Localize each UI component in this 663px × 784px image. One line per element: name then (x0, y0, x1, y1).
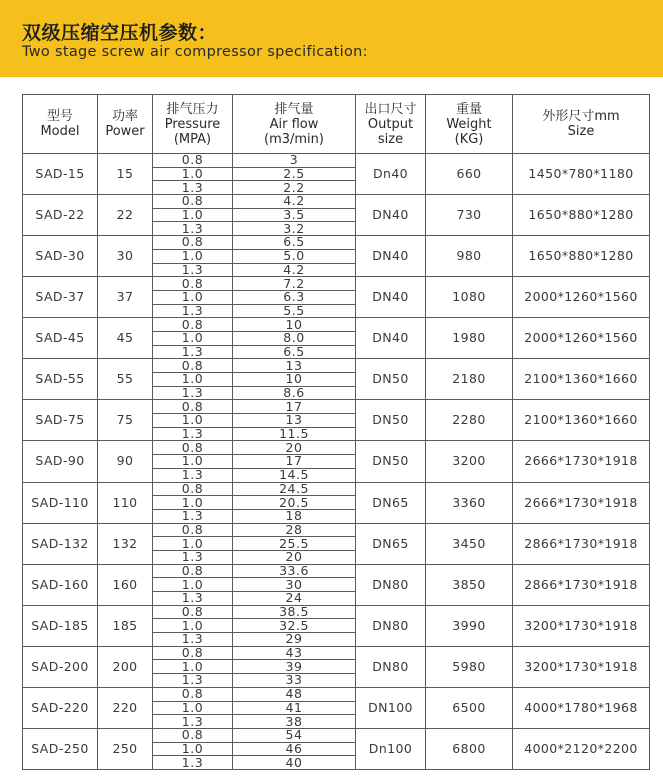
airflow-cell: 20 (233, 550, 356, 564)
pressure-cell: 1.0 (153, 455, 233, 469)
airflow-cell: 54 (233, 728, 356, 742)
table-row (23, 646, 650, 660)
spec-table-container (22, 94, 650, 770)
airflow-cell: 17 (233, 455, 356, 469)
pressure-cell: 1.3 (153, 550, 233, 564)
pressure-cell: 0.8 (153, 359, 233, 373)
pressure-cell: 1.0 (153, 701, 233, 715)
table-row (23, 277, 650, 291)
airflow-cell: 6.5 (233, 345, 356, 359)
header-outlet-en: Output (367, 116, 414, 132)
pressure-cell: 1.0 (153, 619, 233, 633)
airflow-cell: 39 (233, 660, 356, 674)
model-cell: SAD-132 (23, 523, 98, 564)
model-cell: SAD-15 (23, 154, 98, 195)
pressure-cell: 1.3 (153, 756, 233, 770)
airflow-cell: 20.5 (233, 496, 356, 510)
pressure-cell: 1.0 (153, 660, 233, 674)
header-pressure-en: Pressure (164, 116, 221, 132)
model-cell: SAD-200 (23, 646, 98, 687)
pressure-cell: 0.8 (153, 277, 233, 291)
airflow-cell: 2.2 (233, 181, 356, 195)
airflow-cell: 25.5 (233, 537, 356, 551)
weight-cell: 1980 (426, 318, 513, 359)
pressure-cell: 1.3 (153, 674, 233, 688)
airflow-cell: 46 (233, 742, 356, 756)
header-size-zh: 外形尺寸mm (542, 109, 620, 124)
outlet-size-cell: DN40 (356, 318, 426, 359)
pressure-cell: 1.0 (153, 249, 233, 263)
header-pressure-zh: 排气压力 (166, 101, 219, 117)
airflow-cell: 43 (233, 646, 356, 660)
pressure-cell: 1.0 (153, 414, 233, 428)
outlet-size-cell: DN50 (356, 359, 426, 400)
airflow-cell: 18 (233, 509, 356, 523)
pressure-cell: 1.0 (153, 290, 233, 304)
weight-cell: 730 (426, 195, 513, 236)
header-power-en: Power (105, 124, 145, 139)
header-power-zh: 功率 (111, 109, 138, 124)
airflow-cell: 48 (233, 687, 356, 701)
header-airflow-en: Air flow (269, 116, 319, 132)
pressure-cell: 0.8 (153, 236, 233, 250)
model-cell: SAD-22 (23, 195, 98, 236)
pressure-cell: 1.0 (153, 578, 233, 592)
header-power (98, 95, 153, 154)
spec-table (22, 94, 650, 770)
pressure-cell: 1.0 (153, 742, 233, 756)
weight-cell: 3990 (426, 605, 513, 646)
header-model-zh: 型号 (46, 109, 73, 124)
pressure-cell: 1.3 (153, 222, 233, 236)
outlet-size-cell: DN80 (356, 646, 426, 687)
airflow-cell: 8.0 (233, 331, 356, 345)
header-weight (426, 95, 513, 154)
power-cell: 37 (98, 277, 153, 318)
header-airflow-unit: (m3/min) (264, 131, 324, 147)
airflow-cell: 3 (233, 154, 356, 168)
dimensions-cell: 2866*1730*1918 (513, 523, 650, 564)
pressure-cell: 1.0 (153, 167, 233, 181)
table-row (23, 605, 650, 619)
pressure-cell: 1.3 (153, 509, 233, 523)
model-cell: SAD-30 (23, 236, 98, 277)
power-cell: 132 (98, 523, 153, 564)
power-cell: 110 (98, 482, 153, 523)
airflow-cell: 17 (233, 400, 356, 414)
model-cell: SAD-55 (23, 359, 98, 400)
airflow-cell: 7.2 (233, 277, 356, 291)
title-english: Two stage screw air compressor specification: (22, 44, 368, 60)
pressure-cell: 1.3 (153, 715, 233, 729)
model-cell: SAD-75 (23, 400, 98, 441)
table-row (23, 236, 650, 250)
pressure-cell: 1.0 (153, 208, 233, 222)
airflow-cell: 6.5 (233, 236, 356, 250)
outlet-size-cell: DN40 (356, 195, 426, 236)
weight-cell: 2280 (426, 400, 513, 441)
header-row (23, 95, 650, 154)
header-outlet-zh: 出口尺寸 (364, 101, 417, 117)
pressure-cell: 0.8 (153, 564, 233, 578)
airflow-cell: 28 (233, 523, 356, 537)
outlet-size-cell: DN50 (356, 441, 426, 482)
spec-table-body (23, 154, 650, 770)
outlet-size-cell: DN80 (356, 564, 426, 605)
header-weight-zh: 重量 (455, 101, 482, 117)
power-cell: 250 (98, 728, 153, 769)
pressure-cell: 0.8 (153, 154, 233, 168)
header-model-en: Model (40, 124, 80, 139)
outlet-size-cell: DN65 (356, 523, 426, 564)
airflow-cell: 2.5 (233, 167, 356, 181)
header-pressure (153, 95, 233, 154)
table-row (23, 687, 650, 701)
table-row (23, 728, 650, 742)
power-cell: 75 (98, 400, 153, 441)
dimensions-cell: 2000*1260*1560 (513, 277, 650, 318)
table-row (23, 482, 650, 496)
weight-cell: 2180 (426, 359, 513, 400)
airflow-cell: 5.5 (233, 304, 356, 318)
pressure-cell: 0.8 (153, 728, 233, 742)
power-cell: 90 (98, 441, 153, 482)
pressure-cell: 1.3 (153, 427, 233, 441)
header-outlet-unit: size (377, 131, 404, 147)
airflow-cell: 13 (233, 359, 356, 373)
header-size (513, 95, 650, 154)
model-cell: SAD-45 (23, 318, 98, 359)
dimensions-cell: 2666*1730*1918 (513, 482, 650, 523)
table-row (23, 441, 650, 455)
dimensions-cell: 3200*1730*1918 (513, 605, 650, 646)
power-cell: 220 (98, 687, 153, 728)
power-cell: 15 (98, 154, 153, 195)
pressure-cell: 1.3 (153, 263, 233, 277)
table-row (23, 154, 650, 168)
pressure-cell: 0.8 (153, 441, 233, 455)
header-airflow (233, 95, 356, 154)
airflow-cell: 4.2 (233, 263, 356, 277)
airflow-cell: 5.0 (233, 249, 356, 263)
outlet-size-cell: DN80 (356, 605, 426, 646)
header-outlet (356, 95, 426, 154)
weight-cell: 1080 (426, 277, 513, 318)
airflow-cell: 14.5 (233, 468, 356, 482)
header-weight-en: Weight (446, 116, 492, 132)
airflow-cell: 33.6 (233, 564, 356, 578)
weight-cell: 5980 (426, 646, 513, 687)
outlet-size-cell: DN40 (356, 277, 426, 318)
airflow-cell: 20 (233, 441, 356, 455)
outlet-size-cell: Dn100 (356, 728, 426, 769)
table-row (23, 318, 650, 332)
airflow-cell: 33 (233, 674, 356, 688)
airflow-cell: 40 (233, 756, 356, 770)
model-cell: SAD-160 (23, 564, 98, 605)
dimensions-cell: 2100*1360*1660 (513, 400, 650, 441)
pressure-cell: 1.3 (153, 386, 233, 400)
pressure-cell: 0.8 (153, 195, 233, 209)
pressure-cell: 1.3 (153, 345, 233, 359)
airflow-cell: 3.5 (233, 208, 356, 222)
airflow-cell: 41 (233, 701, 356, 715)
model-cell: SAD-90 (23, 441, 98, 482)
power-cell: 22 (98, 195, 153, 236)
table-row (23, 195, 650, 209)
airflow-cell: 10 (233, 373, 356, 387)
outlet-size-cell: DN40 (356, 236, 426, 277)
dimensions-cell: 2666*1730*1918 (513, 441, 650, 482)
model-cell: SAD-110 (23, 482, 98, 523)
table-row (23, 564, 650, 578)
table-row (23, 359, 650, 373)
table-row (23, 400, 650, 414)
model-cell: SAD-250 (23, 728, 98, 769)
dimensions-cell: 2100*1360*1660 (513, 359, 650, 400)
table-row (23, 523, 650, 537)
pressure-cell: 1.0 (153, 537, 233, 551)
airflow-cell: 24.5 (233, 482, 356, 496)
airflow-cell: 3.2 (233, 222, 356, 236)
airflow-cell: 24 (233, 592, 356, 606)
pressure-cell: 0.8 (153, 523, 233, 537)
pressure-cell: 1.3 (153, 592, 233, 606)
airflow-cell: 11.5 (233, 427, 356, 441)
header-model (23, 95, 98, 154)
weight-cell: 3850 (426, 564, 513, 605)
airflow-cell: 4.2 (233, 195, 356, 209)
header-airflow-zh: 排气量 (274, 101, 314, 117)
dimensions-cell: 2000*1260*1560 (513, 318, 650, 359)
pressure-cell: 0.8 (153, 400, 233, 414)
power-cell: 185 (98, 605, 153, 646)
power-cell: 160 (98, 564, 153, 605)
dimensions-cell: 3200*1730*1918 (513, 646, 650, 687)
model-cell: SAD-185 (23, 605, 98, 646)
power-cell: 200 (98, 646, 153, 687)
weight-cell: 6800 (426, 728, 513, 769)
weight-cell: 3450 (426, 523, 513, 564)
outlet-size-cell: Dn40 (356, 154, 426, 195)
dimensions-cell: 1650*880*1280 (513, 195, 650, 236)
header-weight-unit: (KG) (454, 131, 484, 147)
pressure-cell: 0.8 (153, 318, 233, 332)
airflow-cell: 8.6 (233, 386, 356, 400)
weight-cell: 660 (426, 154, 513, 195)
dimensions-cell: 2866*1730*1918 (513, 564, 650, 605)
pressure-cell: 0.8 (153, 482, 233, 496)
pressure-cell: 0.8 (153, 646, 233, 660)
airflow-cell: 10 (233, 318, 356, 332)
airflow-cell: 38.5 (233, 605, 356, 619)
pressure-cell: 1.3 (153, 181, 233, 195)
power-cell: 45 (98, 318, 153, 359)
pressure-cell: 1.0 (153, 331, 233, 345)
header-pressure-unit: (MPA) (173, 131, 212, 147)
power-cell: 30 (98, 236, 153, 277)
title-banner (0, 0, 663, 77)
airflow-cell: 32.5 (233, 619, 356, 633)
header-size-en: Size (567, 124, 595, 139)
dimensions-cell: 1650*880*1280 (513, 236, 650, 277)
airflow-cell: 30 (233, 578, 356, 592)
pressure-cell: 1.3 (153, 633, 233, 647)
airflow-cell: 38 (233, 715, 356, 729)
dimensions-cell: 4000*2120*2200 (513, 728, 650, 769)
model-cell: SAD-37 (23, 277, 98, 318)
pressure-cell: 1.3 (153, 304, 233, 318)
airflow-cell: 13 (233, 414, 356, 428)
weight-cell: 3360 (426, 482, 513, 523)
pressure-cell: 1.3 (153, 468, 233, 482)
outlet-size-cell: DN100 (356, 687, 426, 728)
weight-cell: 3200 (426, 441, 513, 482)
weight-cell: 6500 (426, 687, 513, 728)
outlet-size-cell: DN50 (356, 400, 426, 441)
airflow-cell: 29 (233, 633, 356, 647)
pressure-cell: 0.8 (153, 687, 233, 701)
dimensions-cell: 4000*1780*1968 (513, 687, 650, 728)
outlet-size-cell: DN65 (356, 482, 426, 523)
pressure-cell: 1.0 (153, 373, 233, 387)
power-cell: 55 (98, 359, 153, 400)
model-cell: SAD-220 (23, 687, 98, 728)
weight-cell: 980 (426, 236, 513, 277)
airflow-cell: 6.3 (233, 290, 356, 304)
pressure-cell: 0.8 (153, 605, 233, 619)
dimensions-cell: 1450*780*1180 (513, 154, 650, 195)
title-chinese: 双级压缩空压机参数： (22, 22, 218, 44)
pressure-cell: 1.0 (153, 496, 233, 510)
